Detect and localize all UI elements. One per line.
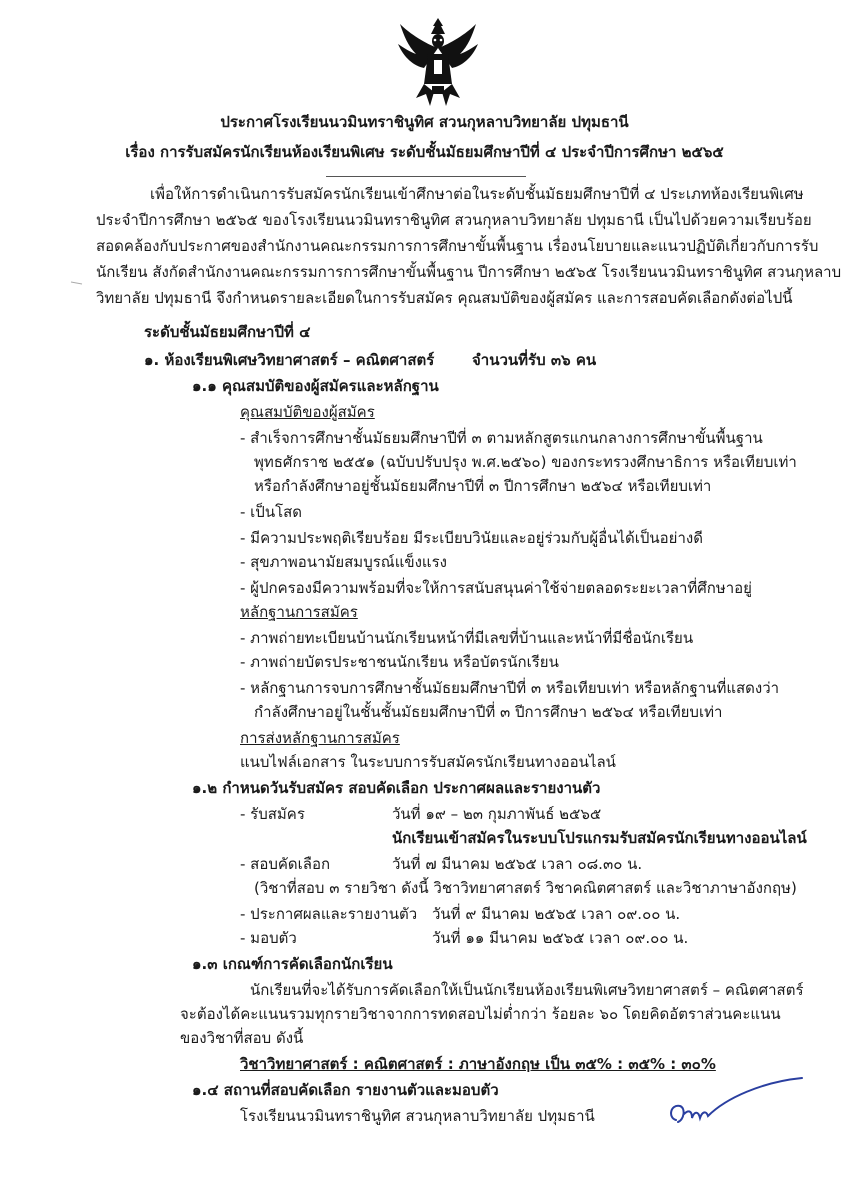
schedule-date: วันที่ ๙ มีนาคม ๒๕๖๕ เวลา ๐๙.๐๐ น. <box>432 905 681 923</box>
page-title: ประกาศโรงเรียนนวมินทราชินูทิศ สวนกุหลาบวิทยาลัย ปทุมธานี <box>220 113 629 131</box>
criteria-line: ของวิชาที่สอบ ดังนี้ <box>180 1029 304 1047</box>
section-1-3-heading: ๑.๓ เกณฑ์การคัดเลือกนักเรียน <box>192 955 393 973</box>
submission-text: แนบไฟล์เอกสาร ในระบบการรับสมัครนักเรียนทางออนไลน์ <box>240 753 616 771</box>
submission-heading: การส่งหลักฐานการสมัคร <box>240 729 400 747</box>
level-heading: ระดับชั้นมัธยมศึกษาปีที่ ๔ <box>144 323 311 341</box>
qualification-item: - สุขภาพอนามัยสมบูรณ์แข็งแรง <box>240 553 447 571</box>
qualification-item: พุทธศักราช ๒๕๕๑ (ฉบับปรับปรุง พ.ศ.๒๕๖๐) ของกระทรวงศึกษาธิการ หรือเทียบเท่า <box>254 453 797 471</box>
intro-line: เพื่อให้การดำเนินการรับสมัครนักเรียนเข้าศึกษาต่อในระดับชั้นมัธยมศึกษาปีที่ ๔ ประเภทห้องเรียนพิเศษ <box>150 185 804 203</box>
qualification-item: - สำเร็จการศึกษาชั้นมัธยมศึกษาปีที่ ๓ ตามหลักสูตรแกนกลางการศึกษาขั้นพื้นฐาน <box>240 429 763 447</box>
document-item: - ภาพถ่ายทะเบียนบ้านนักเรียนหน้าที่มีเลขที่บ้านและหน้าที่มีชื่อนักเรียน <box>240 629 694 647</box>
schedule-date: วันที่ ๑๑ มีนาคม ๒๕๖๕ เวลา ๐๙.๐๐ น. <box>432 929 689 947</box>
schedule-label: - รับสมัคร <box>240 805 305 823</box>
signature-mark <box>662 1068 812 1138</box>
intro-line: วิทยาลัย ปทุมธานี จึงกำหนดรายละเอียดในการรับสมัคร คุณสมบัติของผู้สมัคร และการสอบคัดเลือกดังต่อไปนี้ <box>96 289 793 307</box>
document-item: - ภาพถ่ายบัตรประชาชนนักเรียน หรือบัตรนักเรียน <box>240 653 559 671</box>
qualification-item: - มีความประพฤติเรียบร้อย มีระเบียบวินัยและอยู่ร่วมกับผู้อื่นได้เป็นอย่างดี <box>240 529 703 547</box>
schedule-label: - มอบตัว <box>240 929 297 947</box>
document-item: กำลังศึกษาอยู่ในชั้นชั้นมัธยมศึกษาปีที่ ๓ ปีการศึกษา ๒๕๖๔ หรือเทียบเท่า <box>254 703 723 721</box>
section-1-4-heading: ๑.๔ สถานที่สอบคัดเลือก รายงานตัวและมอบตัว <box>192 1081 499 1099</box>
intro-line: ประจำปีการศึกษา ๒๕๖๕ ของโรงเรียนนวมินทราชินูทิศ สวนกุหลาบวิทยาลัย ปทุมธานี เป็นไปด้วยความเรียบร้อย <box>96 211 812 229</box>
intro-line: สอดคล้องกับประกาศของสำนักงานคณะกรรมการการศึกษาขั้นพื้นฐาน เรื่องนโยบายและแนวปฏิบัติเกี่ยวกับการรับ <box>96 237 819 255</box>
qualification-heading: คุณสมบัติของผู้สมัคร <box>240 403 375 421</box>
section-1-2-heading: ๑.๒ กำหนดวันรับสมัคร สอบคัดเลือก ประกาศผลและรายงานตัว <box>192 779 601 797</box>
schedule-label: - ประกาศผลและรายงานตัว <box>240 905 418 923</box>
schedule-date: วันที่ ๗ มีนาคม ๒๕๖๕ เวลา ๐๘.๓๐ น. <box>392 855 643 873</box>
schedule-date: วันที่ ๑๙ – ๒๓ กุมภาพันธ์ ๒๕๖๕ <box>392 805 602 823</box>
criteria-line: นักเรียนที่จะได้รับการคัดเลือกให้เป็นนักเรียนห้องเรียนพิเศษวิทยาศาสตร์ – คณิตศาสตร์ <box>250 981 804 999</box>
program-name: ๑. ห้องเรียนพิเศษวิทยาศาสตร์ – คณิตศาสตร์ <box>144 351 435 369</box>
title-divider <box>326 176 526 177</box>
document-item: - หลักฐานการจบการศึกษาชั้นมัธยมศึกษาปีที่ ๓ หรือเทียบเท่า หรือหลักฐานที่แสดงว่า <box>240 679 780 697</box>
section-1-1-heading: ๑.๑ คุณสมบัติของผู้สมัครและหลักฐาน <box>192 377 439 395</box>
scan-mark <box>70 280 84 286</box>
score-ratio: วิชาวิทยาศาสตร์ : คณิตศาสตร์ : ภาษาอังกฤษ เป็น ๓๕% : ๓๕% : ๓๐% <box>240 1055 716 1073</box>
intro-line: นักเรียน สังกัดสำนักงานคณะกรรมการการศึกษาขั้นพื้นฐาน ปีการศึกษา ๒๕๖๕ โรงเรียนนวมินทราชินูทิศ สวนกุหลาบ <box>96 263 842 281</box>
venue-text: โรงเรียนนวมินทราชินูทิศ สวนกุหลาบวิทยาลัย ปทุมธานี <box>240 1107 595 1125</box>
criteria-line: จะต้องได้คะแนนรวมทุกรายวิชาจากการทดสอบไม่ต่ำกว่า ร้อยละ ๖๐ โดยคิดอัตราส่วนคะแนน <box>180 1005 781 1023</box>
documents-heading: หลักฐานการสมัคร <box>240 603 358 621</box>
page-subject: เรื่อง การรับสมัครนักเรียนห้องเรียนพิเศษ ระดับชั้นมัธยมศึกษาปีที่ ๔ ประจำปีการศึกษา ๒๕๖๕ <box>125 143 724 161</box>
qualification-item: - ผู้ปกครองมีความพร้อมที่จะให้การสนับสนุนค่าใช้จ่ายตลอดระยะเวลาที่ศึกษาอยู่ <box>240 579 752 597</box>
qualification-item: - เป็นโสด <box>240 503 303 521</box>
qualification-item: หรือกำลังศึกษาอยู่ชั้นมัธยมศึกษาปีที่ ๓ ปีการศึกษา ๒๕๖๔ หรือเทียบเท่า <box>254 477 712 495</box>
schedule-note: นักเรียนเข้าสมัครในระบบโปรแกรมรับสมัครนักเรียนทางออนไลน์ <box>392 829 807 847</box>
garuda-emblem-icon <box>390 14 486 110</box>
schedule-note: (วิชาที่สอบ ๓ รายวิชา ดังนี้ วิชาวิทยาศาสตร์ วิชาคณิตศาสตร์ และวิชาภาษาอังกฤษ) <box>254 879 797 897</box>
schedule-label: - สอบคัดเลือก <box>240 855 331 873</box>
program-quota: จำนวนที่รับ ๓๖ คน <box>472 351 597 369</box>
